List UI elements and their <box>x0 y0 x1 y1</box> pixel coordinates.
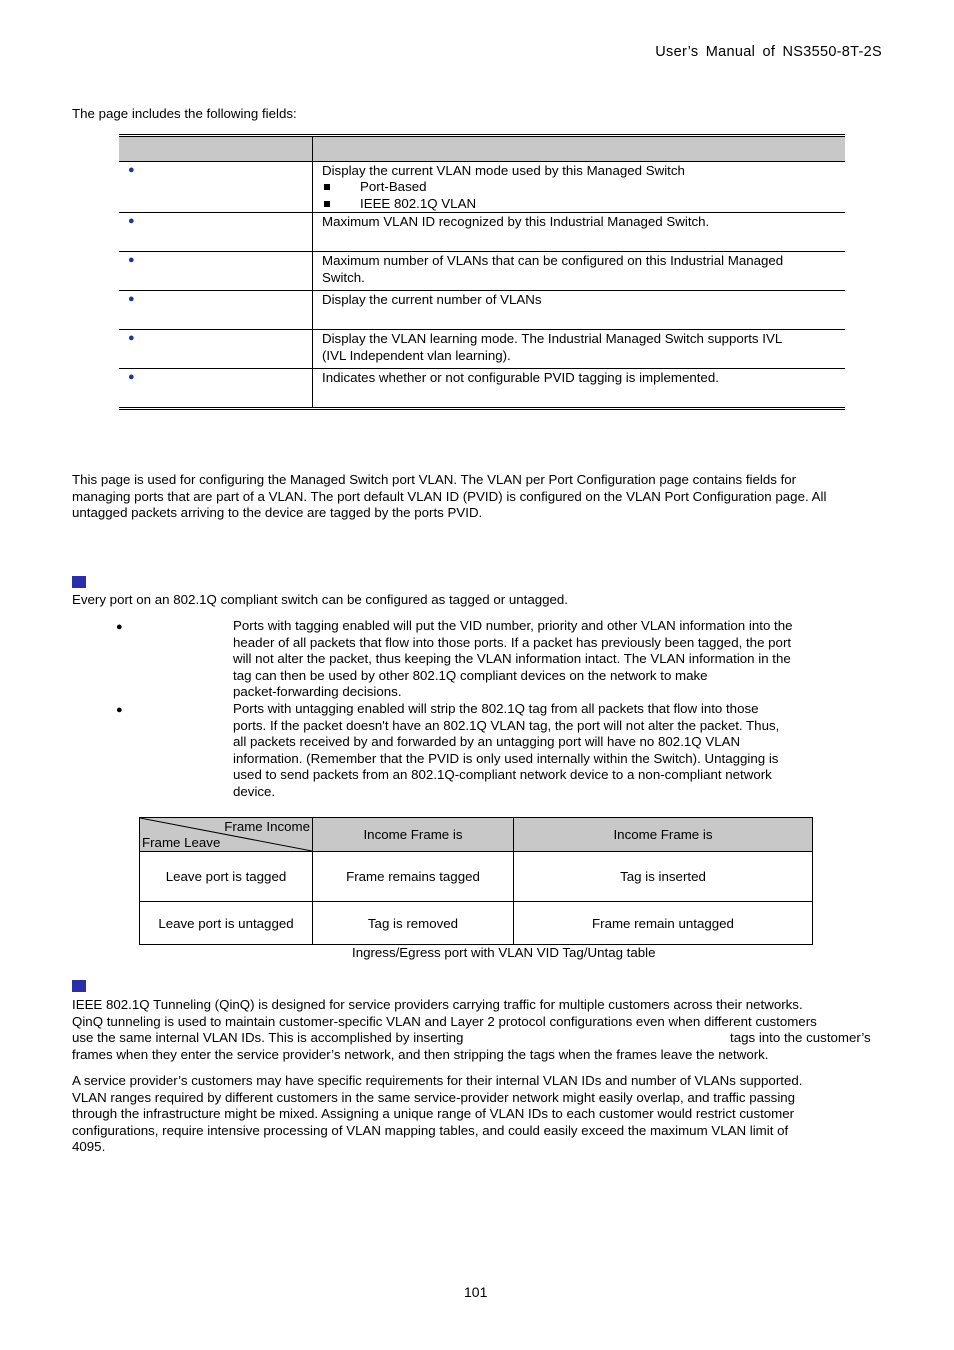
table-cell: Tag is removed <box>313 902 514 945</box>
tagged-description: Ports with tagging enabled will put the VID number, priority and other VLAN information into the header of all packets that flow into those ports. If a packet has previously been tagged, the port will not alter the packet, thus keeping the VLAN information intact. The VLAN information in the tag can then be used by other 802.1Q compliant devices on the network to make packet-forwarding decisions. <box>233 618 793 700</box>
table-caption: Ingress/Egress port with VLAN VID Tag/Untag table <box>352 945 656 960</box>
port-vlan-paragraph: This page is used for configuring the Managed Switch port VLAN. The VLAN per Port Configuration page contains fields for managing ports that are part of a VLAN. The port default VLAN ID (PVID) is configured on the VLAN Port Configuration page. All untagged packets arriving to the device are tagged by the ports PVID. <box>72 472 827 521</box>
list-item: Port-Based <box>322 179 837 195</box>
bullet-dot: ● <box>116 621 123 633</box>
qinq-paragraph: IEEE 802.1Q Tunneling (QinQ) is designed for service providers carrying traffic for multiple customers across their networks. QinQ tunneling is used to maintain customer-specific VLAN and Layer 2 protocol configurations even when different customers use the same internal VLAN IDs. This is accomplished by inserting tags into the customer’s frames when they enter the service provider’s network, and then stripping the tags when the frames leave the network. <box>72 997 871 1062</box>
field-description: Maximum number of VLANs that can be configured on this Industrial Managed <box>322 253 784 269</box>
page-number: 101 <box>464 1284 488 1300</box>
square-bullet-icon <box>324 201 330 207</box>
section-square-icon <box>72 576 86 588</box>
bullet-dot: ● <box>128 164 135 176</box>
table-row <box>140 902 813 945</box>
field-description: (IVL Independent vlan learning). <box>322 347 511 363</box>
bullet-dot: ● <box>128 332 135 345</box>
field-description: Display the current number of VLANs <box>322 292 542 308</box>
bullet-dot: ● <box>116 704 123 716</box>
untagged-description: Ports with untagging enabled will strip the 802.1Q tag from all packets that flow into those ports. If the packet doesn't have an 802.1Q VLAN tag, the port will not alter the packet. Thus, all packets received by and forwarded by an untagging port will have no 802.1Q VLAN information. (Remember that the PVID is only used internally within the Switch). Untagging is used to send packets from an 802.1Q-compliant network device to a non-compliant network device. <box>233 701 780 799</box>
field-description: Display the VLAN learning mode. The Industrial Managed Switch supports IVL <box>322 331 783 347</box>
frame-income-label: Frame Income <box>224 819 310 834</box>
intro-text: The page includes the following fields: <box>72 106 297 121</box>
section-square-icon <box>72 980 86 992</box>
table-row <box>119 213 845 252</box>
manual-header: User’s Manual of NS3550-8T-2S <box>655 44 882 60</box>
column-header: Income Frame is <box>514 818 813 852</box>
tag-untag-table <box>139 817 813 945</box>
column-header: Income Frame is <box>313 818 514 852</box>
field-description: Display the current VLAN mode used by this Managed Switch <box>322 163 685 178</box>
table-cell: Frame remains tagged <box>313 852 514 902</box>
frame-leave-label: Frame Leave <box>142 835 221 850</box>
qinq-paragraph-2: A service provider’s customers may have specific requirements for their internal VLAN IDs and number of VLANs supported. VLAN ranges required by different customers in the same service-provider network might easily overlap, and traffic passing through the infrastructure might be mixed. Assigning a unique range of VLAN IDs to each customer would restrict customer configurations, require intensive processing of VLAN mapping tables, and could easily exceed the maximum VLAN limit of 4095. <box>72 1073 803 1155</box>
table-row <box>119 330 845 369</box>
row-label: Leave port is untagged <box>140 902 313 945</box>
row-label: Leave port is tagged <box>140 852 313 902</box>
table-row <box>119 369 845 409</box>
tagging-intro: Every port on an 802.1Q compliant switch can be configured as tagged or untagged. <box>72 592 568 607</box>
table-row <box>119 252 845 291</box>
field-description: Indicates whether or not configurable PVID tagging is implemented. <box>322 370 719 386</box>
field-description: Maximum VLAN ID recognized by this Industrial Managed Switch. <box>322 214 710 230</box>
table-cell: Tag is inserted <box>514 852 813 902</box>
corner-header-cell <box>140 818 313 852</box>
field-description: Switch. <box>322 269 365 285</box>
table-row <box>119 291 845 330</box>
fields-table-header <box>119 136 845 162</box>
bullet-dot: ● <box>128 254 135 267</box>
bullet-dot: ● <box>128 293 135 306</box>
bullet-dot: ● <box>128 215 135 228</box>
bullet-dot: ● <box>128 371 135 384</box>
table-row <box>119 162 845 213</box>
fields-table <box>119 134 845 410</box>
table-cell: Frame remain untagged <box>514 902 813 945</box>
list-item: IEEE 802.1Q VLAN <box>322 196 837 212</box>
square-bullet-icon <box>324 184 330 190</box>
table-row <box>140 852 813 902</box>
